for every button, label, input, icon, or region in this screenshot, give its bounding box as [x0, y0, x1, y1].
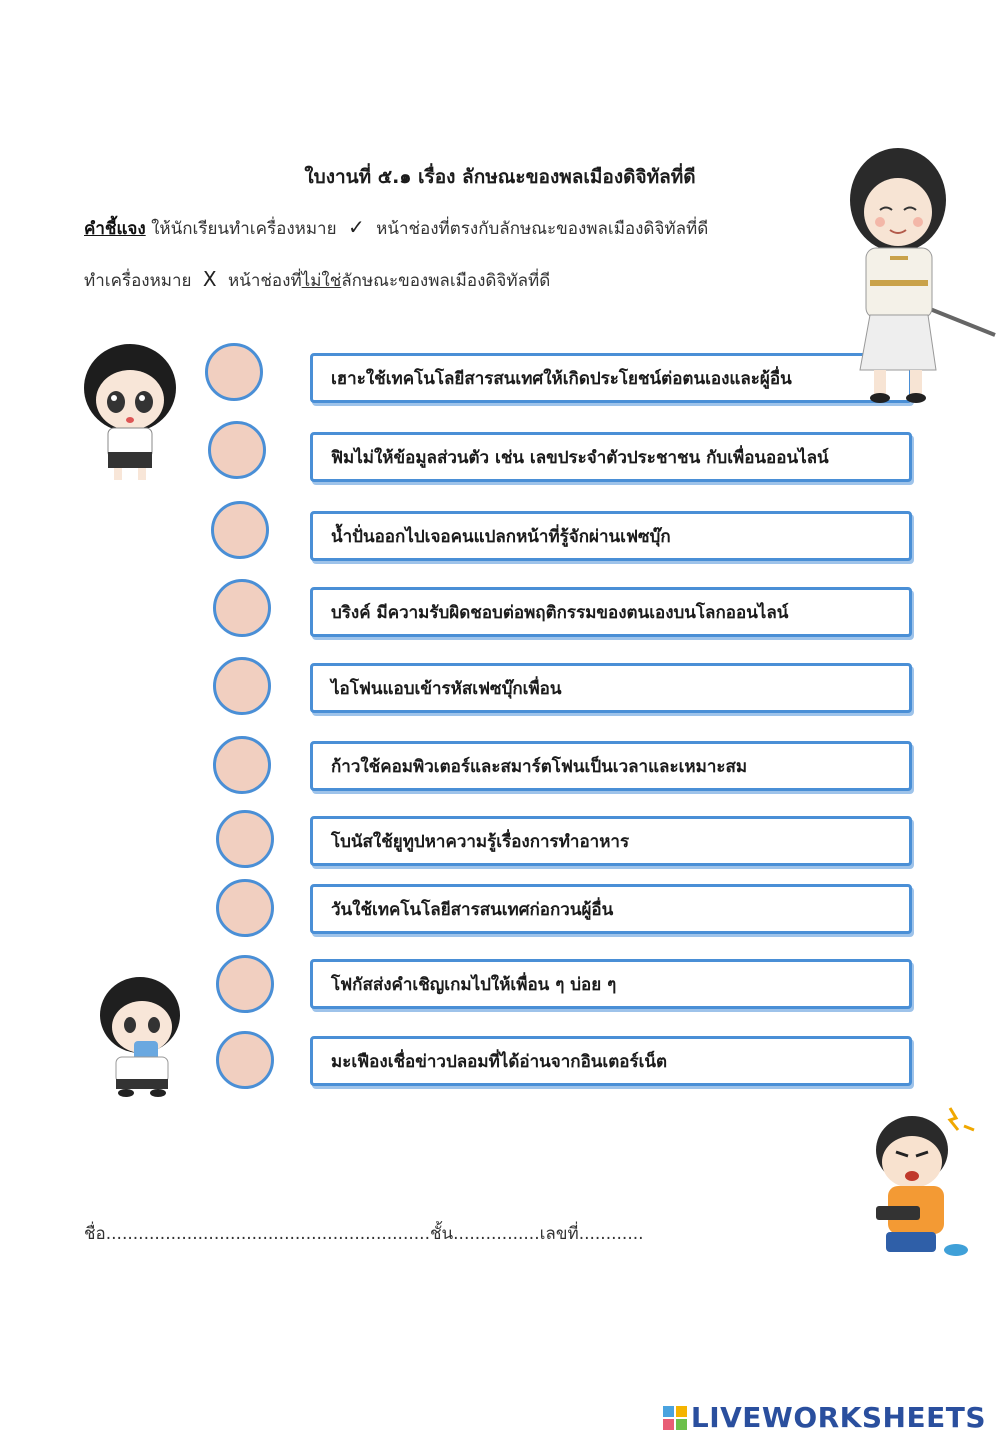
brand-text: LIVEWORKSHEETS — [690, 1401, 986, 1434]
answer-circle-6[interactable] — [213, 736, 271, 794]
instruction-negation: ไม่ใช่ — [301, 271, 342, 291]
statement-text: ไอโฟนแอบเข้ารหัสเฟซบุ๊กเพื่อน — [331, 678, 562, 699]
statement-box-6 — [310, 741, 912, 791]
statement-text: เฮาะใช้เทคโนโลยีสารสนเทศให้เกิดประโยชน์ต่อตนเองและผู้อื่น — [331, 368, 792, 389]
answer-circle-9[interactable] — [216, 955, 274, 1013]
angry-boy-illustration — [862, 1100, 982, 1270]
statement-text: บริงค์ มีความรับผิดชอบต่อพฤติกรรมของตนเองบนโลกออนไลน์ — [331, 602, 789, 623]
boy-drinking-illustration — [92, 975, 192, 1100]
name-field[interactable]: ............................................................ — [105, 1224, 430, 1244]
liveworksheets-logo-icon — [663, 1406, 687, 1430]
worksheet-title: ใบงานที่ ๕.๑ เรื่อง ลักษณะของพลเมืองดิจิทัลที่ดี — [304, 166, 696, 188]
cross-mark-icon: X — [202, 267, 217, 291]
answer-circle-3[interactable] — [211, 501, 269, 559]
name-label: ชื่อ — [84, 1224, 106, 1244]
teacher-illustration — [830, 130, 1000, 410]
answer-circle-5[interactable] — [213, 657, 271, 715]
class-field[interactable]: ................ — [453, 1224, 540, 1244]
answer-circle-2[interactable] — [208, 421, 266, 479]
statement-text: วันใช้เทคโนโลยีสารสนเทศก่อกวนผู้อื่น — [331, 899, 614, 920]
instruction-rest-1: หน้าช่องที่ตรงกับลักษณะของพลเมืองดิจิทัลที่ดี — [376, 219, 709, 239]
answer-circle-10[interactable] — [216, 1031, 274, 1089]
statement-text: น้ำปั่นออกไปเจอคนแปลกหน้าที่รู้จักผ่านเฟซบุ๊ก — [331, 526, 671, 547]
number-label: เลขที่ — [539, 1224, 579, 1244]
instruction-label: คำชี้แจง — [84, 219, 146, 239]
statement-text: โบนัสใช้ยูทูปหาความรู้เรื่องการทำอาหาร — [331, 831, 630, 852]
student-info-line — [84, 1220, 644, 1247]
statement-box-5 — [310, 663, 912, 713]
statement-text: โฟกัสส่งคำเชิญเกมไปให้เพื่อน ๆ บ่อย ๆ — [331, 974, 617, 995]
liveworksheets-brand — [663, 1401, 986, 1434]
answer-circle-8[interactable] — [216, 879, 274, 937]
statement-box-3 — [310, 511, 912, 561]
statement-text: ก้าวใช้คอมพิวเตอร์และสมาร์ตโฟนเป็นเวลาและเหมาะสม — [331, 756, 748, 777]
number-field[interactable]: ............ — [578, 1224, 644, 1244]
statement-box-4 — [310, 587, 912, 637]
instruction-text-2: ทำเครื่องหมาย — [84, 271, 192, 291]
statement-box-2 — [310, 432, 912, 482]
instruction-text-1: ให้นักเรียนทำเครื่องหมาย — [151, 219, 337, 239]
statement-box-8 — [310, 884, 912, 934]
statement-text: ฟิมไม่ให้ข้อมูลส่วนตัว เช่น เลขประจำตัวประชาชน กับเพื่อนออนไลน์ — [331, 447, 829, 468]
answer-circle-1[interactable] — [205, 343, 263, 401]
statement-box-10 — [310, 1036, 912, 1086]
statement-box-1 — [310, 353, 912, 403]
check-mark-icon: ✓ — [347, 215, 365, 239]
statement-box-9 — [310, 959, 912, 1009]
answer-circle-7[interactable] — [216, 810, 274, 868]
instruction-line-1 — [84, 215, 708, 242]
instruction-line-2 — [84, 267, 550, 294]
instruction-pre-2: หน้าช่องที่ — [228, 271, 302, 291]
statement-box-7 — [310, 816, 912, 866]
statement-text: มะเฟืองเชื่อข่าวปลอมที่ได้อ่านจากอินเตอร์เน็ต — [331, 1051, 668, 1072]
answer-circle-4[interactable] — [213, 579, 271, 637]
instruction-post-2: ลักษณะของพลเมืองดิจิทัลที่ดี — [341, 271, 551, 291]
class-label: ชั้น — [429, 1224, 454, 1244]
girl-illustration — [78, 340, 188, 485]
